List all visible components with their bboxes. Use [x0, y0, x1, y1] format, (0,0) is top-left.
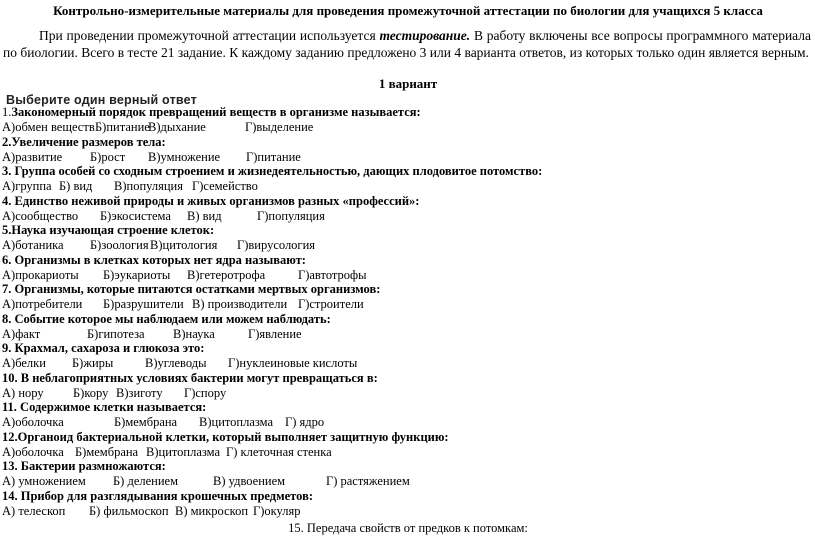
document-title: Контрольно-измерительные материалы для проведения промежуточной аттестации по биологии для учащихся 5 класса: [53, 3, 763, 18]
answer-option: Г) растяжением: [326, 474, 410, 488]
question-item: [2, 135, 814, 165]
question-item: [2, 194, 814, 224]
answer-option: А)прокариоты: [2, 267, 79, 282]
answer-option: А)факт: [2, 326, 41, 341]
answer-option: Г)нуклеиновые кислоты: [228, 356, 358, 370]
answer-option: Г)вирусология: [237, 238, 316, 252]
answer-options: [2, 356, 814, 371]
answer-option: В)цитоплазма: [146, 444, 221, 459]
question-number: 1.: [2, 105, 12, 119]
answer-option: В)углеводы: [145, 356, 207, 370]
answer-option: Г)спору: [184, 385, 227, 400]
question-item: [2, 489, 814, 519]
answer-option: Б)экосистема: [100, 208, 171, 223]
question-text: 7. Организмы, которые питаются остатками мертвых организмов:: [2, 282, 381, 296]
question-text: 10. В неблагоприятных условиях бактерии могут превращаться в:: [2, 370, 378, 385]
instruction-heading: Выберите один верный ответ: [6, 93, 197, 107]
answer-option: Г)популяция: [257, 208, 325, 223]
answer-option: А)группа: [2, 179, 52, 193]
answer-option: А)потребители: [2, 297, 83, 311]
question-15-text: 15. Передача свойств от предков к потомкам:: [288, 521, 528, 535]
question-list: [2, 105, 814, 518]
question-text: 1.Закономерный порядок превращений веществ в организме называется:: [2, 105, 421, 119]
answer-option: Г)окуляр: [253, 503, 301, 518]
answer-options: [2, 415, 814, 430]
answer-option: Б)жиры: [72, 356, 114, 370]
answer-option: Г)семейство: [192, 179, 258, 193]
question-item: [2, 253, 814, 283]
variant-heading: 1 вариант: [378, 76, 438, 91]
answer-option: Б)мембрана: [114, 415, 178, 429]
answer-options: [2, 445, 814, 460]
question-text: 9. Крахмал, сахароза и глюкоза это:: [2, 341, 205, 355]
intro-text-part1: При проведении промежуточной аттестации используется: [39, 28, 380, 43]
answer-option: А)оболочка: [2, 444, 64, 459]
question-text: 14. Прибор для разглядывания крошечных предметов:: [2, 488, 314, 503]
answer-options: [2, 504, 814, 519]
answer-option: Б)эукариоты: [103, 267, 171, 282]
answer-options: [2, 209, 814, 224]
answer-option: А) нору: [2, 385, 44, 400]
answer-option: Г)строители: [298, 297, 364, 311]
answer-option: Б)рост: [90, 149, 126, 164]
question-item: [2, 282, 814, 312]
answer-option: Б) делением: [113, 474, 178, 488]
answer-option: Б)питание: [95, 120, 150, 134]
answer-options: [2, 150, 814, 165]
answer-option: В) микроскоп: [175, 503, 249, 518]
question-item: [2, 341, 814, 371]
answer-options: [2, 120, 814, 135]
question-item: [2, 430, 814, 460]
answer-option: Г)автотрофы: [298, 267, 367, 282]
question-text: 3. Группа особей со сходным строением и жизнедеятельностью, дающих плодовитое потомство:: [2, 164, 543, 178]
answer-option: В)гетеротрофа: [187, 267, 266, 282]
question-item: [2, 164, 814, 194]
answer-option: А)белки: [2, 356, 46, 370]
answer-option: Б)гипотеза: [87, 326, 145, 341]
question-item: [2, 371, 814, 401]
answer-option: Г)выделение: [245, 120, 314, 134]
answer-option: В)умножение: [148, 149, 221, 164]
answer-option: А) умножением: [2, 474, 86, 488]
question-text: 11. Содержимое клетки называется:: [2, 400, 207, 414]
answer-option: В)дыхание: [148, 120, 206, 134]
question-text: 5.Наука изучающая строение клеток:: [2, 223, 215, 237]
answer-option: В) производители: [192, 297, 288, 311]
answer-option: Б)мембрана: [75, 444, 139, 459]
answer-option: В)цитология: [150, 238, 218, 252]
question-text: 4. Единство неживой природы и живых организмов разных «профессий»:: [2, 193, 420, 208]
question-item: [2, 312, 814, 342]
answer-option: В)наука: [173, 326, 215, 341]
answer-option: Г) клеточная стенка: [226, 444, 332, 459]
answer-option: Б) вид: [59, 179, 93, 193]
answer-option: В) удвоением: [213, 474, 286, 488]
answer-options: [2, 179, 814, 194]
question-item: [2, 105, 814, 135]
question-text: 13. Бактерии размножаются:: [2, 459, 166, 473]
answer-option: Г) ядро: [285, 415, 325, 429]
question-text: 6. Организмы в клетках которых нет ядра называют:: [2, 252, 306, 267]
answer-options: [2, 327, 814, 342]
answer-option: В) вид: [187, 208, 222, 223]
answer-option: А) телескоп: [2, 503, 66, 518]
question-item: [2, 400, 814, 430]
answer-options: [2, 238, 814, 253]
answer-options: [2, 268, 814, 283]
question-item: [2, 223, 814, 253]
question-text: 8. Событие которое мы наблюдаем или можем наблюдать:: [2, 311, 331, 326]
answer-options: [2, 386, 814, 401]
answer-options: [2, 474, 814, 489]
answer-option: Г)питание: [246, 149, 301, 164]
answer-option: А)обмен веществ: [2, 120, 95, 134]
answer-option: Б)разрушители: [103, 297, 184, 311]
answer-option: А)развитие: [2, 149, 63, 164]
intro-emphasis: тестирование.: [379, 28, 471, 43]
answer-option: Б)кору: [73, 385, 109, 400]
answer-option: В)цитоплазма: [199, 415, 274, 429]
answer-options: [2, 297, 814, 312]
answer-option: Б) фильмоскоп: [89, 503, 169, 518]
question-text: 12.Органоид бактериальной клетки, который выполняет защитную функцию:: [2, 429, 449, 444]
intro-text-part2: В работу включены все вопросы программного материала по биологии. Всего в тесте 21 задание. К каждому заданию предложено 3 или 4 варианта ответов, из которых только один является верным.: [3, 28, 812, 60]
answer-option: В)зиготу: [116, 385, 163, 400]
question-item: [2, 459, 814, 489]
intro-paragraph: [3, 27, 811, 61]
answer-option: А)оболочка: [2, 415, 64, 429]
answer-option: А)ботаника: [2, 238, 64, 252]
answer-option: А)сообщество: [2, 208, 79, 223]
answer-option: Б)зоология: [90, 238, 149, 252]
answer-option: Г)явление: [248, 326, 302, 341]
question-text: 2.Увеличение размеров тела:: [2, 134, 166, 149]
answer-option: В)популяция: [114, 179, 183, 193]
